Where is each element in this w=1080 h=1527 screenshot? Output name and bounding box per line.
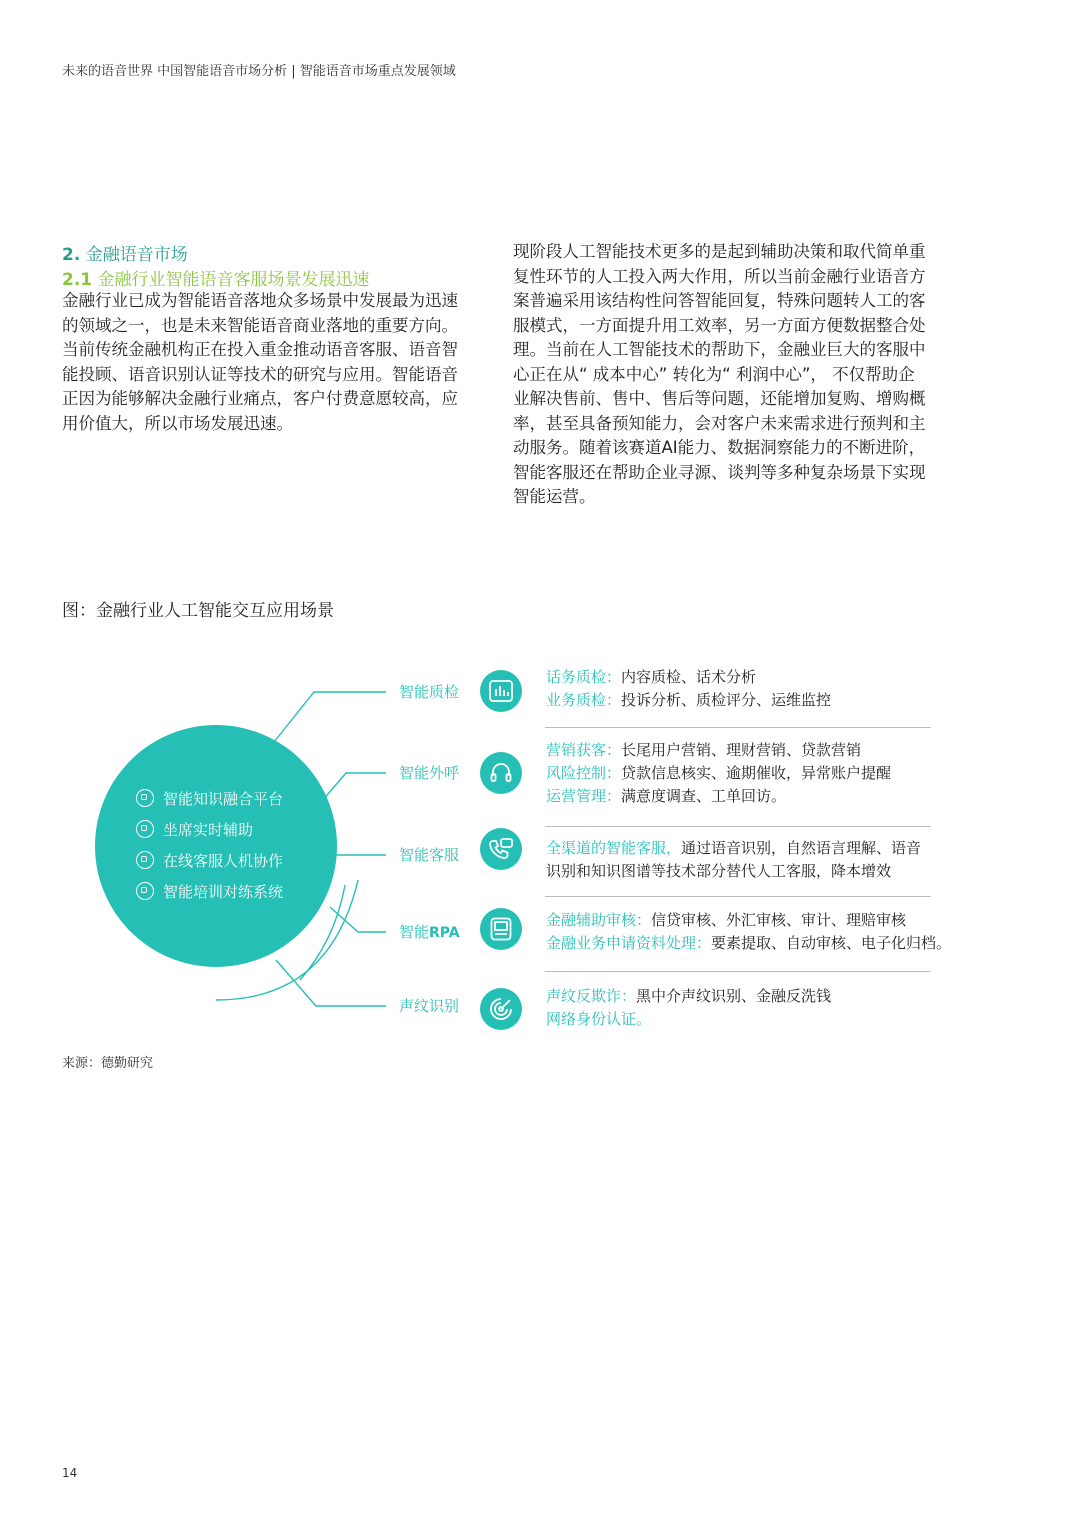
platform-item: [136, 847, 283, 873]
detail-line: [546, 909, 951, 932]
detail-line: [546, 1008, 831, 1031]
detail-key: 声纹反欺诈：: [546, 987, 637, 1005]
detail-key: 营销获客：: [546, 741, 622, 759]
detail-line: [546, 762, 891, 785]
detail-line: [546, 837, 921, 860]
agent-assist-icon: [136, 820, 154, 838]
divider: [545, 896, 931, 897]
paragraph-line: 理。当前在人工智能技术的帮助下，金融业巨大的客服中: [513, 340, 926, 359]
detail-value: 投诉分析、质检评分、运维监控: [621, 691, 832, 709]
paragraph-line: 现阶段人工智能技术更多的是起到辅助决策和取代简单重: [513, 242, 926, 261]
platform-item: [136, 785, 283, 811]
headset-icon: [480, 752, 522, 794]
detail-key: 金融业务申请资料处理：: [546, 934, 712, 952]
detail-rpa: [546, 909, 951, 955]
detail-value: 要素提取、自动审核、电子化归档。: [711, 934, 952, 952]
paragraph-line: 服模式，一方面提升用工效率，另一方面方便数据整合处: [513, 315, 926, 335]
detail-key: 风险控制：: [546, 764, 622, 782]
paragraph-line: 智能运营。: [513, 487, 596, 506]
platform-circle: [95, 725, 337, 967]
voiceprint-icon: [480, 988, 522, 1030]
figure-title: 图：金融行业人工智能交互应用场景: [62, 601, 334, 621]
detail-line: [546, 785, 891, 808]
category-label-rpa-main: 智能: [399, 923, 430, 941]
detail-voiceprint: [546, 985, 831, 1031]
section-number: 2.: [62, 245, 81, 265]
subsection-title: 金融行业智能语音客服场景发展迅速: [97, 270, 370, 290]
paragraph-line: 案普遍采用该结构性问答智能回复，特殊问题转人工的客: [513, 291, 926, 310]
detail-value: 内容质检、话术分析: [621, 668, 757, 686]
detail-key: 运营管理：: [546, 787, 622, 805]
section-title: 金融语音市场: [85, 245, 188, 265]
detail-value: 信贷审核、外汇审核、审计、理赔审核: [651, 911, 907, 929]
paragraph-line: 率，甚至具备预知能力，会对客户未来需求进行预判和主: [513, 413, 926, 433]
platform-label: 智能培训对练系统: [163, 882, 284, 901]
detail-key: 网络身份认证。: [546, 1010, 652, 1028]
detail-key: 全渠道的智能客服，: [546, 839, 682, 857]
page-number: 14: [62, 1466, 78, 1480]
detail-value: 贷款信息核实、逾期催收，异常账户提醒: [621, 764, 892, 782]
detail-line: [546, 689, 831, 712]
divider: [545, 971, 931, 972]
phone-chat-icon: [480, 828, 522, 870]
connector-quality: [274, 692, 386, 742]
platform-label: 在线客服人机协作: [163, 851, 284, 870]
subsection-number: 2.1: [62, 270, 93, 290]
category-label-voiceprint: 声纹识别: [399, 997, 460, 1015]
training-icon: [136, 882, 154, 900]
divider: [545, 826, 931, 827]
category-label-service: 智能客服: [399, 846, 460, 864]
category-label-quality: 智能质检: [399, 683, 460, 701]
category-label-rpa: [399, 921, 460, 942]
detail-key: 金融辅助审核：: [546, 911, 652, 929]
detail-line: [546, 739, 891, 762]
detail-value: 满意度调查、工单回访。: [621, 787, 787, 805]
platform-label: 智能知识融合平台: [163, 789, 284, 808]
connector-voiceprint: [276, 960, 386, 1006]
detail-value: 长尾用户营销、理财营销、贷款营销: [621, 741, 862, 759]
detail-line: [546, 666, 831, 689]
detail-line: [546, 985, 831, 1008]
detail-value: 识别和知识图谱等技术部分替代人工客服，降本增效: [546, 862, 892, 880]
paragraph-line: 当前传统金融机构正在投入重金推动语音客服、语音智: [62, 340, 458, 359]
detail-line: [546, 860, 921, 883]
collaboration-icon: [136, 851, 154, 869]
detail-line: [546, 932, 951, 955]
running-header: 未来的语音世界 中国智能语音市场分析 | 智能语音市场重点发展领域: [62, 64, 456, 79]
detail-value: 通过语音识别，自然语言理解、语音: [681, 839, 922, 857]
category-label-rpa-bold: RPA: [429, 925, 460, 941]
paragraph-line: 能投顾、语音识别认证等技术的研究与应用。智能语音: [62, 364, 458, 384]
detail-service: [546, 837, 921, 883]
paragraph-line: 正因为能够解决金融行业痛点，客户付费意愿较高，应: [62, 389, 458, 408]
paragraph-line: 复性环节的人工投入两大作用，所以当前金融行业语音方: [513, 266, 926, 286]
paragraph-line: 用价值大，所以市场发展迅速。: [62, 413, 293, 433]
bar-chart-icon: [480, 670, 522, 712]
figure-source: 来源：德勤研究: [62, 1056, 154, 1071]
detail-key: 话务质检：: [546, 668, 622, 686]
paragraph-line: 业解决售前、售中、售后等问题，还能增加复购、增购概: [513, 389, 926, 408]
platform-label: 坐席实时辅助: [163, 820, 254, 839]
paragraph-line: 金融行业已成为智能语音落地众多场景中发展最为迅速: [62, 291, 458, 310]
detail-value: 黑中介声纹识别、金融反洗钱: [636, 987, 832, 1005]
detail-key: 业务质检：: [546, 691, 622, 709]
platform-item: [136, 816, 253, 842]
paragraph-line: 智能客服还在帮助企业寻源、谈判等多种复杂场景下实现: [513, 462, 926, 482]
paragraph-line: 动服务。随着该赛道AI能力、数据洞察能力的不断进阶，: [513, 438, 926, 457]
monitor-icon: [480, 908, 522, 950]
platform-item: [136, 878, 283, 904]
category-label-outbound: 智能外呼: [399, 764, 460, 782]
paragraph-line: 的领域之一，也是未来智能语音商业落地的重要方向。: [62, 315, 458, 335]
detail-quality: [546, 666, 831, 712]
knowledge-icon: [136, 789, 154, 807]
divider: [545, 727, 931, 728]
paragraph-line: 心正在从“ 成本中心” 转化为“ 利润中心”， 不仅帮助企: [513, 364, 915, 384]
detail-outbound: [546, 739, 891, 808]
